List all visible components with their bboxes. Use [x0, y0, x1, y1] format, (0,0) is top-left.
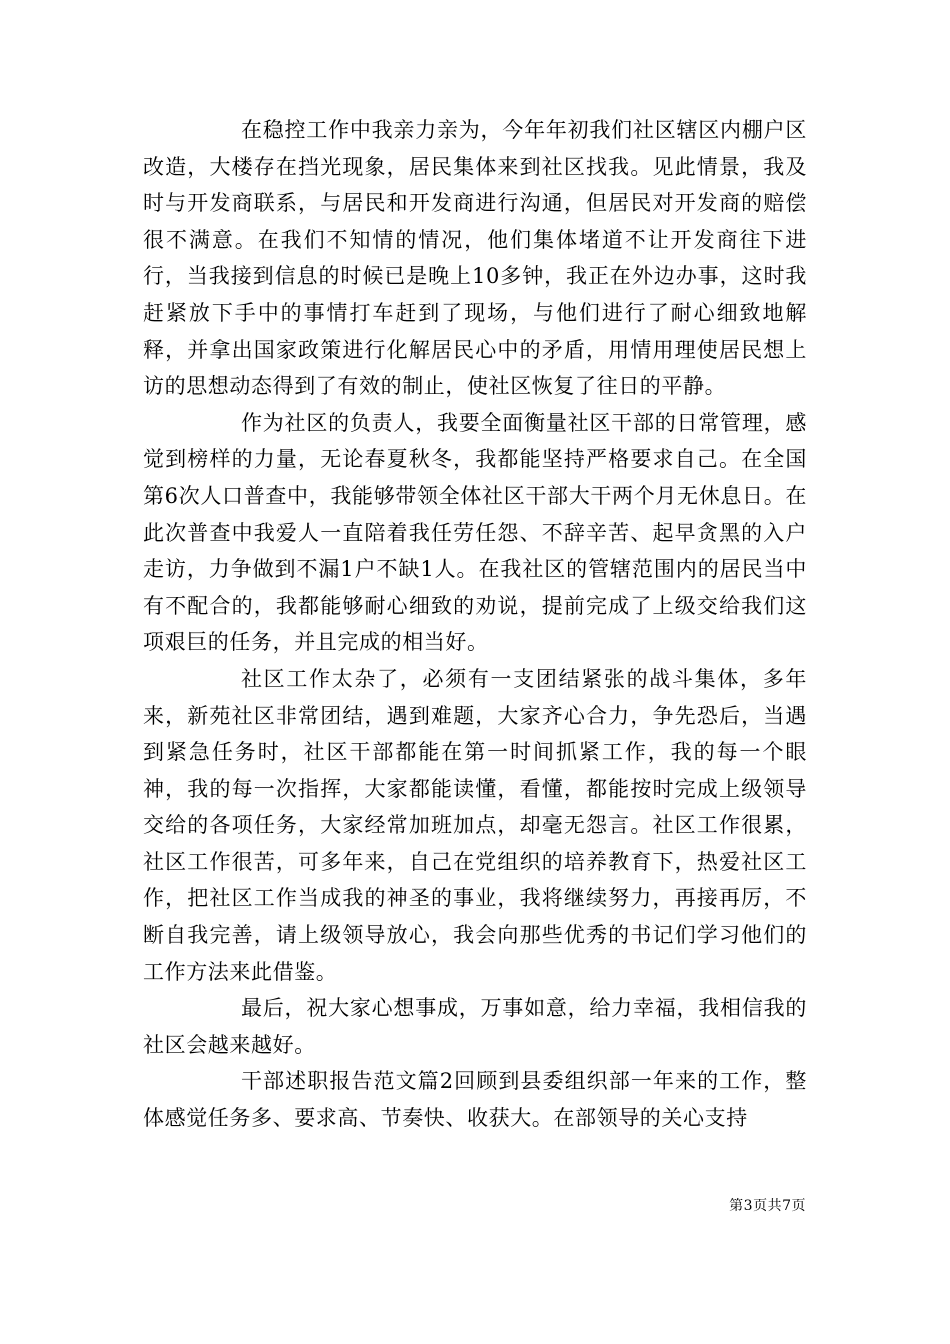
paragraph-closing-wishes: 最后，祝大家心想事成，万事如意，给力幸福，我相信我的社区会越来越好。	[143, 996, 807, 1057]
page-number-footer: 第3页共7页	[729, 1198, 806, 1214]
paragraph-team-unity: 社区工作太杂了，必须有一支团结紧张的战斗集体，多年来，新苑社区非常团结，遇到难题，大家齐心合力，争先恐后，当遇到紧急任务时，社区干部都能在第一时间抓紧工作，我的每一个眼神，我的每一次指挥，大家都能读懂，看懂，都能按时完成上级领导交给的各项任务，大家经常加班加点，却毫无怨言。社区工作很累，社区工作很苦，可多年来，自己在党组织的培养教育下，热爱社区工作，把社区工作当成我的神圣的事业，我将继续努力，再接再厉，不断自我完善，请上级领导放心，我会向那些优秀的书记们学习他们的工作方法来此借鉴。	[143, 666, 807, 984]
paragraph-stability-work: 在稳控工作中我亲力亲为，今年年初我们社区辖区内棚户区改造，大楼存在挡光现象，居民集体来到社区找我。见此情景，我及时与开发商联系，与居民和开发商进行沟通，但居民对开发商的赔偿很不满意。在我们不知情的情况，他们集体堵道不让开发商往下进行，当我接到信息的时候已是晚上10多钟，我正在外边办事，这时我赶紧放下手中的事情打车赶到了现场，与他们进行了耐心细致地解释，并拿出国家政策进行化解居民心中的矛盾，用情用理使居民想上访的思想动态得到了有效的制止，使社区恢复了往日的平静。	[143, 118, 807, 399]
paragraph-community-leader: 作为社区的负责人，我要全面衡量社区干部的日常管理，感觉到榜样的力量，无论春夏秋冬，我都能坚持严格要求自己。在全国第6次人口普查中，我能够带领全体社区干部大干两个月无休息日。在此次普查中我爱人一直陪着我任劳任怨、不辞辛苦、起早贪黑的入户走访，力争做到不漏1户不缺1人。在我社区的管辖范围内的居民当中有不配合的，我都能够耐心细致的劝说，提前完成了上级交给我们这项艰巨的任务，并且完成的相当好。	[143, 410, 807, 655]
document-body	[143, 112, 807, 1137]
paragraph-report-sample-2: 干部述职报告范文篇2回顾到县委组织部一年来的工作，整体感觉任务多、要求高、节奏快、收获大。在部领导的关心支持	[143, 1069, 807, 1131]
